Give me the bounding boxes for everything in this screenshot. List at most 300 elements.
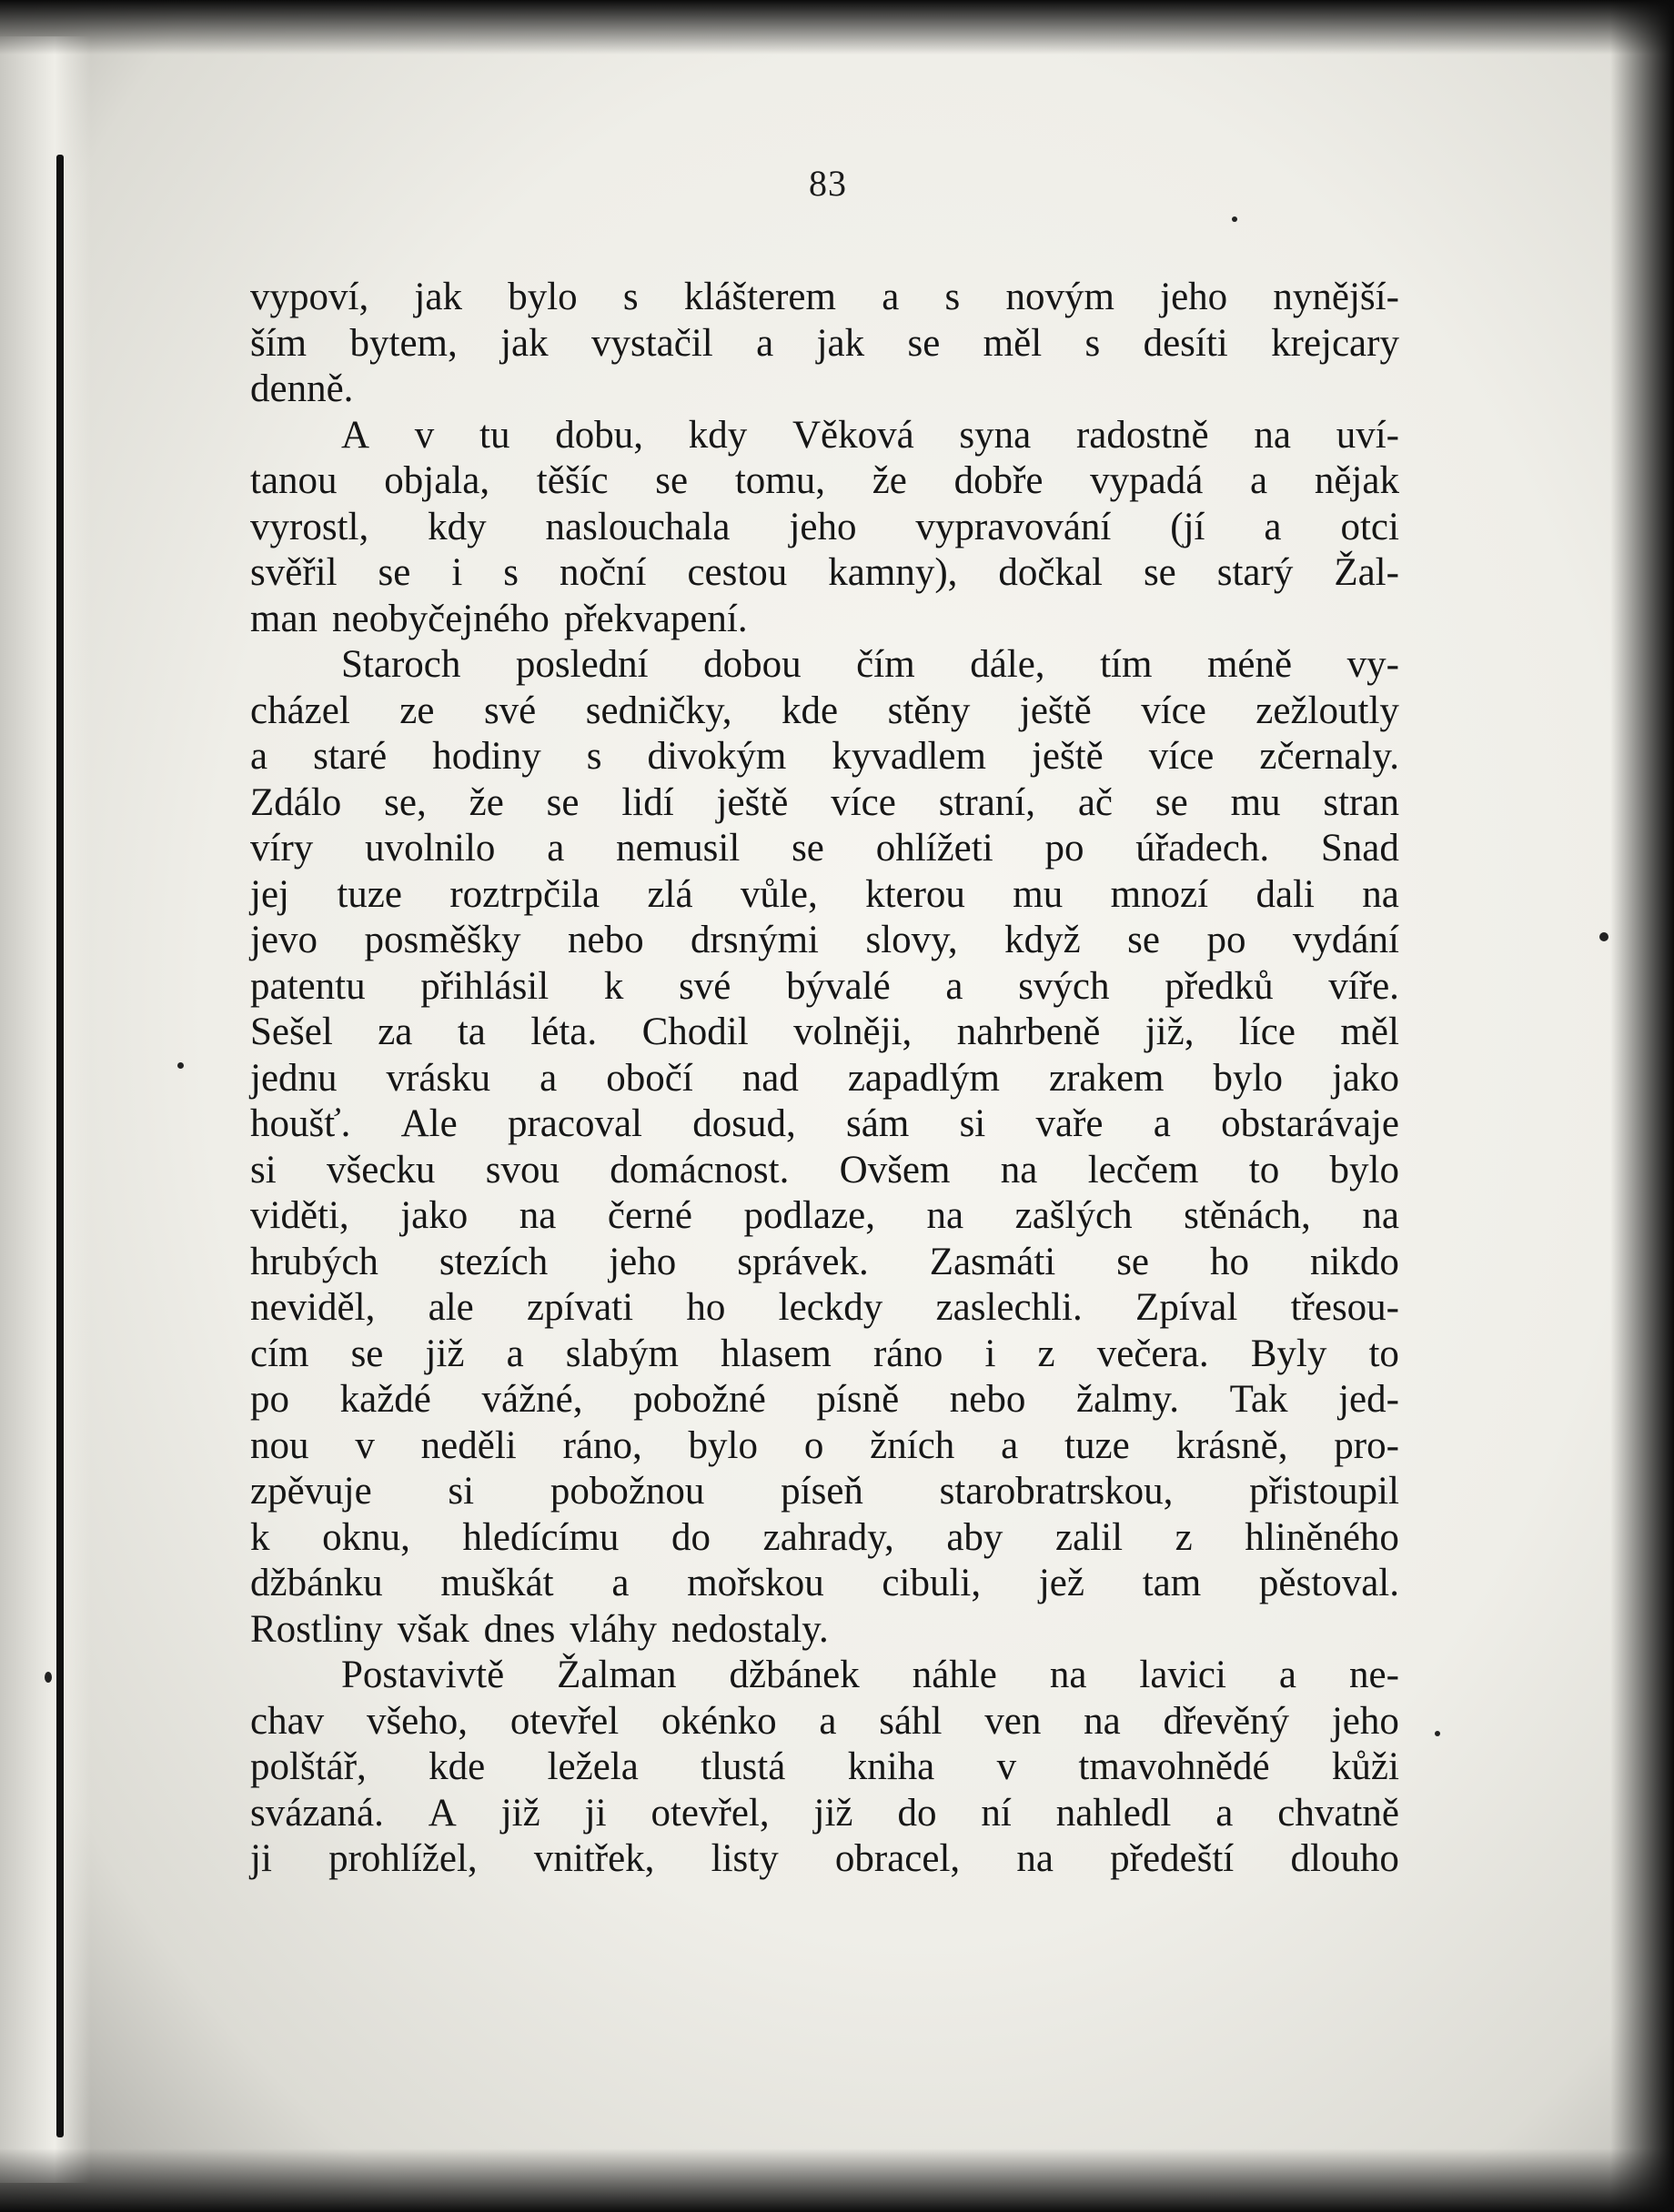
word: tomu, <box>734 459 825 502</box>
word: zaslechli. <box>935 1286 1083 1329</box>
word: náhle <box>912 1654 997 1696</box>
word: kamny), <box>828 551 958 594</box>
word: zežloutly <box>1256 689 1399 732</box>
text-line <box>250 1193 1399 1240</box>
word: uví- <box>1336 413 1399 457</box>
word: tu <box>479 413 510 457</box>
word: prohlížel, <box>328 1837 478 1880</box>
word: listy <box>711 1837 779 1880</box>
word: otevřel, <box>650 1791 770 1835</box>
word: se <box>1143 551 1176 594</box>
word: man <box>250 597 318 640</box>
text-line <box>250 1148 1399 1194</box>
text-line <box>250 964 1399 1010</box>
word: Věková <box>792 413 914 457</box>
word: lecčem <box>1087 1148 1199 1191</box>
dust-speck <box>1435 1731 1440 1736</box>
word: překvapení. <box>563 597 748 640</box>
word: noční <box>559 551 647 594</box>
word: s <box>944 276 961 318</box>
word: vystačil <box>591 321 713 365</box>
text-line <box>250 1240 1399 1286</box>
word: jeho <box>1160 276 1228 318</box>
word: stezích <box>439 1240 549 1283</box>
word: zalil <box>1055 1515 1124 1559</box>
word: vypravování <box>915 505 1112 548</box>
text-line <box>250 1332 1399 1378</box>
word: jeho <box>609 1240 677 1283</box>
word: stěnách, <box>1184 1194 1311 1237</box>
word: na <box>519 1194 557 1237</box>
dust-speck <box>177 1062 184 1069</box>
word: jež <box>1038 1562 1084 1604</box>
word: zašlých <box>1014 1194 1133 1237</box>
word: ne- <box>1349 1654 1399 1696</box>
word: ráno, <box>562 1423 642 1467</box>
word: Ale <box>400 1102 458 1145</box>
word: hrubých <box>250 1240 378 1283</box>
word: nikdo <box>1309 1240 1399 1283</box>
word: k <box>603 964 624 1008</box>
word: a <box>1001 1423 1019 1467</box>
word: neděli <box>420 1423 517 1467</box>
word: černé <box>607 1194 692 1237</box>
word: bývalé <box>786 964 891 1008</box>
word: ač <box>1077 780 1114 824</box>
text-line <box>250 1010 1399 1056</box>
text-line <box>250 597 1399 643</box>
word: kyvadlem <box>832 735 986 778</box>
word: pobožnou <box>550 1470 705 1513</box>
word: vydání <box>1292 919 1399 961</box>
word: že <box>872 459 907 502</box>
word: předeští <box>1110 1837 1235 1880</box>
word: ještě <box>1019 689 1092 732</box>
word: obracel, <box>834 1837 961 1880</box>
word: nahrbeně <box>956 1010 1101 1053</box>
word: Zpíval <box>1135 1286 1238 1329</box>
text-line <box>250 1101 1399 1148</box>
word: méně <box>1206 643 1293 686</box>
word: své <box>483 689 537 732</box>
word: Zdálo <box>250 780 342 824</box>
text-line <box>250 1699 1399 1745</box>
word: si <box>959 1102 986 1145</box>
word: zpěvuje <box>250 1470 372 1513</box>
word: jak <box>816 321 865 365</box>
word: se <box>1155 780 1188 824</box>
word: obstarávaje <box>1221 1102 1399 1145</box>
word: uvolnilo <box>365 827 496 870</box>
body-text <box>250 275 1399 1883</box>
word: těšíc <box>536 459 609 502</box>
word: zpívati <box>527 1286 634 1329</box>
word: vůle, <box>740 872 818 916</box>
word: dosud, <box>692 1102 796 1145</box>
word: nebo <box>949 1378 1026 1421</box>
word: k <box>250 1515 270 1559</box>
word: nemusil <box>616 827 741 870</box>
word: vypoví, <box>250 276 369 318</box>
word: na <box>1000 1148 1038 1191</box>
word: třesou- <box>1290 1286 1399 1329</box>
word: se <box>350 1332 384 1375</box>
word: naslouchala <box>545 505 731 548</box>
word: pro- <box>1334 1423 1399 1467</box>
word: všecku <box>327 1148 436 1191</box>
word: po <box>1044 827 1084 870</box>
binding-edge <box>56 155 64 2137</box>
word: se <box>1116 1240 1150 1283</box>
word: nějak <box>1314 459 1399 502</box>
word: ležela <box>547 1745 639 1788</box>
word: v <box>355 1423 375 1467</box>
word: své <box>679 964 731 1008</box>
word: tanou <box>250 459 338 502</box>
word: Rostliny <box>250 1607 383 1651</box>
word: dobu, <box>555 413 643 457</box>
word: Byly <box>1250 1332 1327 1375</box>
word: a <box>756 321 774 365</box>
word: mořskou <box>687 1562 824 1604</box>
word: aby <box>946 1515 1003 1559</box>
text-line <box>250 1515 1399 1562</box>
word: stran <box>1323 780 1399 824</box>
word: džbánek <box>729 1654 860 1696</box>
word: jak <box>414 276 462 318</box>
word: vy- <box>1346 643 1399 686</box>
word: měl <box>983 321 1043 365</box>
word: ještě <box>716 780 789 824</box>
text-line <box>250 1653 1399 1699</box>
word: již <box>500 1791 540 1835</box>
word: již, <box>1145 1010 1195 1053</box>
word: vnitřek, <box>533 1837 655 1880</box>
word: mnozí <box>1110 872 1209 916</box>
word: chvatně <box>1277 1791 1399 1835</box>
word: se <box>907 321 941 365</box>
word: úřadech. <box>1135 827 1270 870</box>
word: (jí <box>1170 505 1205 548</box>
word: již <box>425 1332 465 1375</box>
text-line <box>250 689 1399 735</box>
word: otevřel <box>509 1699 620 1743</box>
text-line <box>250 1285 1399 1332</box>
word: správek. <box>737 1240 869 1283</box>
word: roztrpčila <box>449 872 600 916</box>
word: podlaze, <box>743 1194 875 1237</box>
word: o <box>803 1423 824 1467</box>
word: stěny <box>887 689 971 732</box>
word: každé <box>339 1378 431 1421</box>
text-line <box>250 505 1399 551</box>
word: bylo <box>688 1423 758 1467</box>
word: za <box>378 1010 413 1053</box>
word: kniha <box>847 1745 935 1788</box>
text-line <box>250 1744 1399 1791</box>
word: bytem, <box>349 321 458 365</box>
word: z <box>1037 1332 1055 1375</box>
word: na <box>1254 413 1291 457</box>
word: s <box>622 276 639 318</box>
word: a <box>540 1056 558 1100</box>
word: ale <box>428 1286 474 1329</box>
word: víře. <box>1328 964 1399 1008</box>
word: pobožné <box>633 1378 766 1421</box>
word: tlustá <box>701 1745 786 1788</box>
word: vaře <box>1035 1102 1104 1145</box>
text-line <box>250 1423 1399 1470</box>
word: písně <box>816 1378 900 1421</box>
word: večera. <box>1096 1332 1209 1375</box>
word: vrásku <box>386 1056 491 1100</box>
word: starý <box>1216 551 1294 594</box>
word: cibuli, <box>882 1562 982 1604</box>
word: ní <box>981 1791 1012 1835</box>
word: straní, <box>938 780 1035 824</box>
word: nou <box>250 1423 309 1467</box>
word: vyrostl, <box>250 505 369 548</box>
text-line <box>250 826 1399 872</box>
word: klášterem <box>683 276 836 318</box>
word: krejcary <box>1271 321 1399 365</box>
word: tuze <box>337 872 402 916</box>
word: Žalman <box>557 1654 677 1696</box>
text-line <box>250 367 1399 413</box>
word: cím <box>250 1332 309 1375</box>
word: nedostaly. <box>671 1607 829 1651</box>
word: nahledl <box>1055 1791 1172 1835</box>
word: mu <box>1013 872 1064 916</box>
word: dlouho <box>1290 1837 1399 1880</box>
word: lavici <box>1139 1654 1226 1696</box>
text-line <box>250 872 1399 919</box>
word: jej <box>250 872 289 916</box>
word: ráno <box>872 1332 943 1375</box>
word: i <box>984 1332 996 1375</box>
word: ze <box>399 689 435 732</box>
word: přihlásil <box>420 964 550 1008</box>
dust-speck <box>1232 216 1237 222</box>
word: předků <box>1165 964 1274 1008</box>
text-line <box>250 1836 1399 1883</box>
word: hliněného <box>1245 1515 1399 1559</box>
word: syna <box>959 413 1032 457</box>
word: kde <box>429 1745 486 1788</box>
word: mu <box>1230 780 1281 824</box>
word: ším <box>250 321 308 365</box>
word: Zasmáti <box>929 1240 1056 1283</box>
word: a <box>1264 505 1282 548</box>
word: zapadlým <box>847 1056 1000 1100</box>
text-line <box>250 275 1399 321</box>
word: sám <box>846 1102 910 1145</box>
word: to <box>1248 1148 1280 1191</box>
word: starobratrskou, <box>939 1470 1174 1513</box>
word: nad <box>741 1056 799 1100</box>
text-line <box>250 1607 1399 1654</box>
text-line <box>250 1791 1399 1837</box>
word: Sešel <box>250 1010 333 1053</box>
word: více <box>1148 735 1215 778</box>
word: a <box>819 1699 837 1743</box>
word: jako <box>400 1194 469 1237</box>
word: viděti, <box>250 1194 349 1237</box>
word: po <box>1206 919 1246 961</box>
word: si <box>448 1470 475 1513</box>
word: svázaná. <box>250 1791 384 1835</box>
word: a <box>1278 1654 1297 1696</box>
word: zčernaly. <box>1259 735 1399 778</box>
text-line <box>250 413 1399 459</box>
text-line <box>250 1377 1399 1423</box>
word: bylo <box>1329 1148 1399 1191</box>
word: vážné, <box>481 1378 583 1421</box>
word: se <box>1127 919 1160 961</box>
right-edge-shadow <box>1610 0 1674 2212</box>
word: ji <box>250 1837 272 1880</box>
word: obočí <box>606 1056 693 1100</box>
word: a <box>506 1332 524 1375</box>
word: se <box>378 551 411 594</box>
word: neviděl, <box>250 1286 376 1329</box>
word: poslední <box>515 643 649 686</box>
word: dřevěný <box>1163 1699 1290 1743</box>
word: žalmy. <box>1075 1378 1180 1421</box>
word: se <box>655 459 689 502</box>
word: líce <box>1238 1010 1296 1053</box>
word: vláhy <box>570 1607 657 1651</box>
word: dobou <box>703 643 802 686</box>
word: jeho <box>789 505 857 548</box>
word: Tak <box>1229 1378 1288 1421</box>
word: s <box>503 551 519 594</box>
word: na <box>1362 872 1399 916</box>
word: kdy <box>688 413 748 457</box>
word: čím <box>856 643 915 686</box>
word: že <box>469 780 504 824</box>
word: zahrady, <box>762 1515 894 1559</box>
word: na <box>926 1194 964 1237</box>
word: polštář, <box>250 1745 367 1788</box>
word: ta <box>457 1010 486 1053</box>
word: jed- <box>1338 1378 1399 1421</box>
word: radostně <box>1075 413 1209 457</box>
word: svěřil <box>250 551 338 594</box>
top-edge-shadow <box>0 0 1674 55</box>
word: objala, <box>384 459 490 502</box>
word: hlasem <box>721 1332 832 1375</box>
word: měl <box>1340 1010 1399 1053</box>
word: kterou <box>865 872 965 916</box>
word: dobře <box>953 459 1044 502</box>
word: píseň <box>781 1470 863 1513</box>
word: ještě <box>1031 735 1104 778</box>
book-spine-shadow <box>0 36 91 2183</box>
word: Postavivtě <box>341 1654 505 1696</box>
word: jevo <box>250 919 318 961</box>
word: na <box>1016 1837 1054 1880</box>
word: nynější- <box>1273 276 1399 318</box>
word: ohlížeti <box>875 827 993 870</box>
word: dočkal <box>998 551 1103 594</box>
word: Snad <box>1320 827 1399 870</box>
word: tím <box>1100 643 1153 686</box>
word: vypadá <box>1090 459 1204 502</box>
dust-speck <box>1599 932 1608 941</box>
word: nebo <box>567 919 644 961</box>
word: s <box>1084 321 1101 365</box>
word: více <box>831 780 896 824</box>
word: neobyčejného <box>332 597 550 640</box>
word: desíti <box>1143 321 1228 365</box>
word: zlá <box>647 872 693 916</box>
word: bylo <box>508 276 578 318</box>
word: na <box>1362 1194 1399 1237</box>
word: krásně, <box>1175 1423 1288 1467</box>
word: a <box>882 276 900 318</box>
word: okénko <box>661 1699 777 1743</box>
word: do <box>671 1515 711 1559</box>
word: kůži <box>1331 1745 1399 1788</box>
word: volněji, <box>793 1010 913 1053</box>
text-line <box>250 734 1399 780</box>
word: houšť. <box>250 1102 351 1145</box>
word: drsnými <box>691 919 819 961</box>
word: na <box>1084 1699 1121 1743</box>
word: jeho <box>1331 1699 1399 1743</box>
word: a <box>547 827 565 870</box>
word: z <box>1175 1515 1193 1559</box>
word: i <box>451 551 463 594</box>
word: svou <box>485 1148 560 1191</box>
word: již <box>813 1791 853 1835</box>
word: pracoval <box>507 1102 643 1145</box>
word: bylo <box>1213 1056 1283 1100</box>
word: s <box>586 735 602 778</box>
word: cestou <box>687 551 788 594</box>
word: léta. <box>530 1010 598 1053</box>
word: otci <box>1340 505 1399 548</box>
word: do <box>897 1791 937 1835</box>
word: chav <box>250 1699 325 1743</box>
word: domácnost. <box>610 1148 790 1191</box>
text-line <box>250 1056 1399 1102</box>
word: pěstoval. <box>1258 1562 1399 1604</box>
word: však <box>397 1607 469 1651</box>
text-line <box>250 1469 1399 1515</box>
word: kdy <box>428 505 487 548</box>
word: hledícímu <box>462 1515 620 1559</box>
word: všeho, <box>366 1699 469 1743</box>
word: ho <box>1209 1240 1249 1283</box>
word: když <box>1004 919 1081 961</box>
word: více <box>1141 689 1206 732</box>
word: jako <box>1331 1056 1399 1100</box>
word: to <box>1368 1332 1399 1375</box>
word: dnes <box>483 1607 556 1651</box>
word: a <box>945 964 963 1008</box>
word: cházel <box>250 689 350 732</box>
word: jednu <box>250 1056 338 1100</box>
text-line <box>250 458 1399 505</box>
page-number: 83 <box>809 163 847 204</box>
word: Ovšem <box>839 1148 951 1191</box>
word: tmavohnědé <box>1078 1745 1270 1788</box>
word: dále, <box>970 643 1045 686</box>
word: patentu <box>250 964 366 1008</box>
dust-speck <box>45 1672 52 1683</box>
